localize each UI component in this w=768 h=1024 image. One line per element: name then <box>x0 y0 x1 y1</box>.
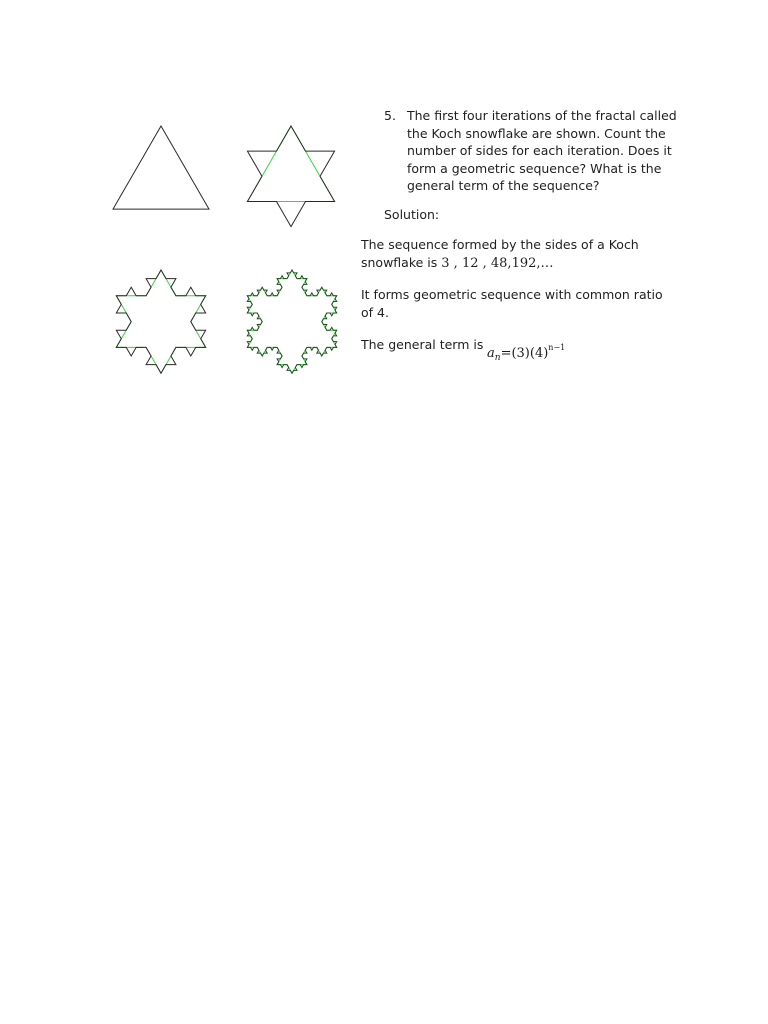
formula-exponent: n−1 <box>548 343 566 352</box>
koch-iteration-1-figure <box>237 118 345 243</box>
koch-previous-outline <box>116 270 205 373</box>
sequence-values: 3 , 12 , 48,192,… <box>441 255 554 271</box>
koch-previous-outline <box>247 126 334 201</box>
koch-outline <box>113 126 209 209</box>
koch-outline <box>116 270 205 373</box>
problem-text: The first four iterations of the fractal called the Koch snowflake are shown. Count the number of sides for each iteration. Does it form a geometric sequence? What is the general term of the sequence? <box>407 108 677 193</box>
problem-number: 5. <box>384 108 396 123</box>
solution-label: Solution: <box>384 207 440 222</box>
koch-outline <box>247 270 336 373</box>
ratio-paragraph: It forms geometric sequence with common ratio of 4. <box>361 287 663 320</box>
sequence-intro: The sequence formed by the sides of a Koch snowflake is <box>361 237 639 270</box>
general-term-formula <box>487 339 565 367</box>
formula-rhs: =(3)(4) <box>500 346 549 361</box>
koch-iteration-0-figure <box>105 118 217 218</box>
formula-lhs: a <box>487 346 495 361</box>
general-term-intro: The general term is <box>361 337 484 352</box>
koch-iteration-3-figure <box>237 262 347 390</box>
formula-subscript: n <box>494 353 501 363</box>
problem-statement <box>384 107 684 195</box>
koch-iteration-2-figure <box>105 262 217 390</box>
sequence-paragraph <box>361 236 661 272</box>
koch-outline <box>247 126 334 227</box>
koch-previous-outline <box>247 270 336 373</box>
